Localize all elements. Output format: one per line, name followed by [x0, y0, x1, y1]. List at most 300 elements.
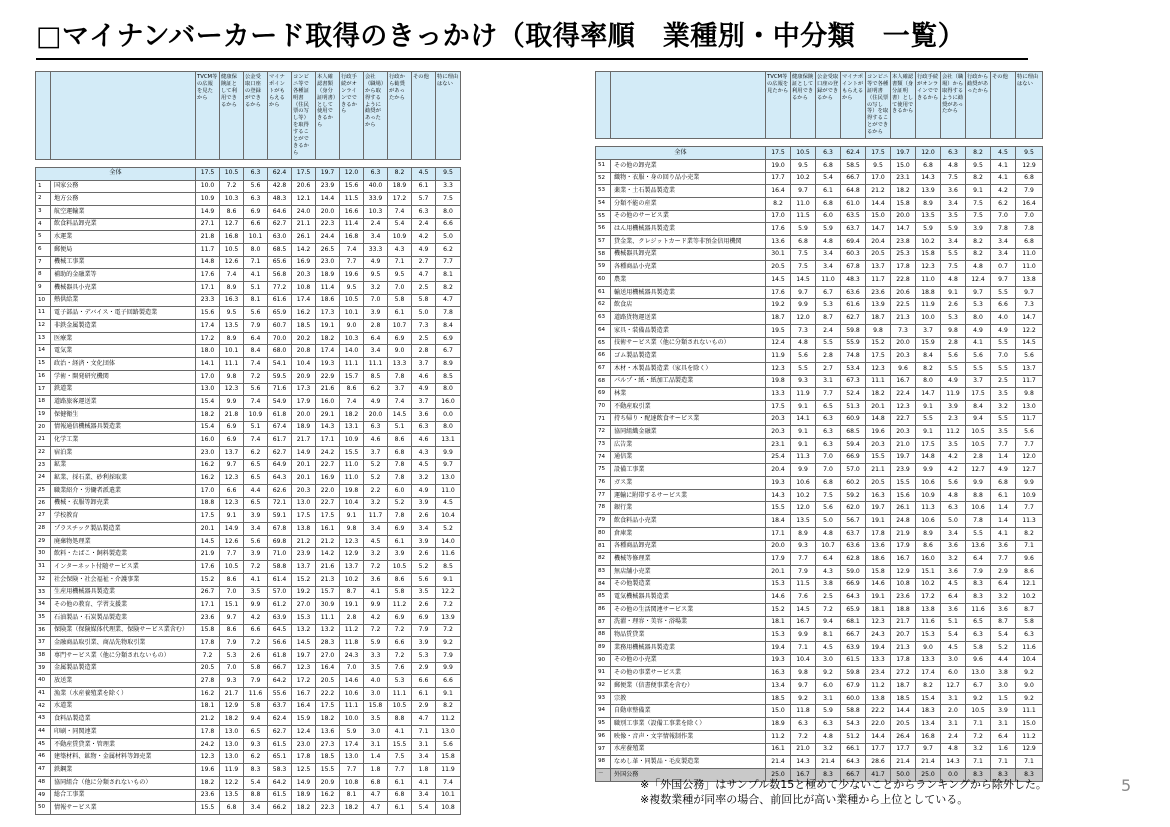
industry-name: 電気機械器具製造業: [611, 591, 766, 604]
rate-value: 3.4: [412, 789, 436, 802]
rate-value: 20.5: [196, 662, 220, 675]
rate-value: 6.3: [791, 718, 816, 731]
rate-value: 21.4: [891, 756, 916, 769]
rate-value: 55.6: [268, 688, 292, 701]
rate-value: 3.9: [412, 535, 436, 548]
rate-value: 18.5: [891, 692, 916, 705]
rate-value: 10.9: [1016, 489, 1043, 502]
rate-value: 13.9: [916, 185, 941, 198]
rate-value: 10.5: [966, 705, 991, 718]
rate-value: 3.0: [364, 688, 388, 701]
rate-value: 5.3: [412, 649, 436, 662]
rate-value: 3.2: [941, 553, 966, 566]
rate-value: 17.0: [196, 485, 220, 498]
rate-value: 3.2: [364, 282, 388, 295]
table-row: [36, 726, 461, 739]
rate-value: 13.7: [292, 561, 316, 574]
rank-number: 8: [36, 269, 51, 282]
rate-value: 4.5: [412, 459, 436, 472]
rate-value: 7.3: [1016, 299, 1043, 312]
rate-value: 3.4: [364, 523, 388, 536]
industry-name: 協同組合（他に分類されないもの）: [51, 776, 196, 789]
rate-value: 16.8: [916, 730, 941, 743]
rate-value: 7.2: [966, 730, 991, 743]
rate-value: 3.0: [816, 654, 841, 667]
rate-value: 26.1: [891, 502, 916, 515]
rate-value: 7.3: [891, 324, 916, 337]
rate-value: 10.5: [966, 439, 991, 452]
table-row: [36, 649, 461, 662]
rate-value: 19.3: [316, 358, 340, 371]
rate-value: 12.4: [966, 274, 991, 287]
rate-value: 11.7: [364, 510, 388, 523]
table-row: [596, 286, 1043, 299]
rate-value: 10.2: [916, 578, 941, 591]
rate-value: 24.0: [292, 205, 316, 218]
rank-number: 70: [596, 400, 611, 413]
rate-value: 23.8: [891, 236, 916, 249]
rate-value: 58.8: [268, 561, 292, 574]
industry-name: 鉄道業: [51, 383, 196, 396]
table-row: [596, 540, 1043, 553]
rate-value: 3.6: [941, 565, 966, 578]
rate-value: 13.4: [916, 718, 941, 731]
total-row: [36, 167, 461, 180]
table-row: [596, 159, 1043, 172]
rate-value: 5.8: [412, 294, 436, 307]
rate-value: 24.2: [316, 446, 340, 459]
rate-value: 8.2: [436, 282, 461, 295]
rate-value: 13.0: [220, 751, 244, 764]
rate-value: 4.4: [991, 654, 1016, 667]
rate-value: 6.3: [816, 413, 841, 426]
column-header: 健康保険証として利用できるから: [220, 72, 244, 160]
rate-value: 1.8: [364, 764, 388, 777]
rate-value: 3.4: [244, 802, 268, 815]
rate-value: 3.9: [966, 223, 991, 236]
rank-number: 16: [36, 370, 51, 383]
rate-value: 13.1: [340, 421, 364, 434]
rate-value: 14.7: [916, 388, 941, 401]
rate-value: 9.9: [1016, 477, 1043, 490]
rate-value: 4.7: [412, 269, 436, 282]
column-header: 特に理由はない: [1016, 72, 1043, 139]
rate-value: 3.9: [412, 637, 436, 650]
table-row: [36, 408, 461, 421]
rate-value: 15.7: [340, 370, 364, 383]
rate-value: 8.9: [916, 527, 941, 540]
spacer-cell: [364, 159, 388, 167]
rate-value: 9.9: [436, 662, 461, 675]
rate-value: 71.6: [268, 383, 292, 396]
rate-value: 12.3: [866, 616, 891, 629]
rate-value: 17.7: [866, 743, 891, 756]
industry-name: 通信業: [611, 451, 766, 464]
rate-value: 2.9: [412, 700, 436, 713]
rate-value: 9.6: [966, 654, 991, 667]
rate-value: 6.9: [220, 434, 244, 447]
rate-value: 7.5: [388, 751, 412, 764]
rate-value: 10.8: [436, 802, 461, 815]
table-row: [596, 375, 1043, 388]
rate-value: 17.2: [196, 332, 220, 345]
rate-value: 10.1: [220, 345, 244, 358]
rate-value: 8.3: [966, 591, 991, 604]
rate-value: 5.6: [244, 383, 268, 396]
rate-value: 8.6: [388, 573, 412, 586]
rate-value: 5.8: [388, 586, 412, 599]
rate-value: 6.8: [388, 446, 412, 459]
title-underline: [36, 58, 1028, 60]
rate-value: 9.7: [791, 680, 816, 693]
rate-value: 18.2: [340, 408, 364, 421]
rank-number: 33: [36, 586, 51, 599]
rate-value: 3.1: [816, 692, 841, 705]
rate-value: 5.6: [791, 350, 816, 363]
industry-name: 飲食店: [611, 299, 766, 312]
column-header: 本人確認書類（身分証明書）として使用できるから: [316, 72, 340, 160]
rate-value: 12.6: [220, 535, 244, 548]
rate-value: 3.5: [364, 662, 388, 675]
rate-value: 14.7: [866, 223, 891, 236]
rate-value: 23.1: [766, 439, 791, 452]
industry-name: 機械器具卸売業: [611, 248, 766, 261]
rate-value: 23.6: [866, 286, 891, 299]
rate-value: 6.4: [966, 553, 991, 566]
industry-name: 機械・衣服等卸売業: [51, 497, 196, 510]
rank-number: 98: [596, 756, 611, 769]
rate-value: 20.3: [866, 439, 891, 452]
rate-value: 3.6: [941, 185, 966, 198]
rate-value: 15.4: [916, 692, 941, 705]
rate-value: 23.6: [196, 789, 220, 802]
rate-value: 13.7: [220, 446, 244, 459]
rate-value: 7.2: [196, 649, 220, 662]
rate-value: 17.5: [866, 350, 891, 363]
rate-value: 18.5: [292, 320, 316, 333]
rate-value: 14.3: [316, 421, 340, 434]
rank-number: 75: [596, 464, 611, 477]
rate-value: 3.8: [816, 578, 841, 591]
rate-value: 17.6: [196, 561, 220, 574]
rate-value: 15.0: [766, 705, 791, 718]
rate-value: 12.5: [292, 764, 316, 777]
rate-value: 9.2: [1016, 667, 1043, 680]
table-row: [596, 654, 1043, 667]
rate-value: 7.5: [966, 197, 991, 210]
rate-value: 7.5: [791, 248, 816, 261]
rate-value: 27.0: [292, 599, 316, 612]
rate-value: 10.4: [340, 497, 364, 510]
rate-value: 15.8: [916, 248, 941, 261]
rank-number: 66: [596, 350, 611, 363]
industry-name: 廃棄物処理業: [51, 535, 196, 548]
rate-value: 22.9: [316, 370, 340, 383]
table-row: [36, 256, 461, 269]
rate-value: 3.3: [436, 180, 461, 193]
rate-value: 2.8: [412, 345, 436, 358]
rate-value: 15.2: [766, 603, 791, 616]
industry-name: 放送業: [51, 675, 196, 688]
rate-value: 16.0: [916, 553, 941, 566]
rate-value: 4.8: [941, 489, 966, 502]
rank-number: 41: [36, 688, 51, 701]
column-header-row: [36, 72, 461, 160]
table-row: [36, 662, 461, 675]
rate-value: 5.3: [220, 649, 244, 662]
rate-value: 8.4: [916, 350, 941, 363]
table-row: [36, 573, 461, 586]
rate-value: 59.8: [841, 324, 866, 337]
rate-value: 15.5: [388, 738, 412, 751]
rate-value: 6.9: [388, 523, 412, 536]
rate-value: 12.0: [791, 312, 816, 325]
rank-number: 96: [596, 730, 611, 743]
rank-number: 37: [36, 637, 51, 650]
rate-value: 17.5: [316, 510, 340, 523]
rate-value: 27.0: [316, 649, 340, 662]
rate-value: 8.5: [364, 370, 388, 383]
rate-value: 21.2: [866, 185, 891, 198]
rate-value: 3.9: [364, 307, 388, 320]
industry-name: その他のサービス業: [611, 210, 766, 223]
rate-value: 41.7: [866, 768, 891, 781]
rank-number: 74: [596, 451, 611, 464]
rate-value: 5.5: [941, 362, 966, 375]
rate-value: 3.5: [991, 426, 1016, 439]
rate-value: 12.3: [340, 535, 364, 548]
rate-value: 3.6: [941, 603, 966, 616]
industry-name: 映像・音声・文字情報制作業: [611, 730, 766, 743]
rate-value: 19.2: [292, 586, 316, 599]
rate-value: 6.3: [412, 421, 436, 434]
rate-value: 3.5: [991, 388, 1016, 401]
rank-number: 12: [36, 320, 51, 333]
rate-value: 13.0: [340, 751, 364, 764]
rate-value: 9.5: [364, 269, 388, 282]
table-row: [596, 185, 1043, 198]
rate-value: 10.6: [916, 477, 941, 490]
rank-number: 56: [596, 223, 611, 236]
spacer-cell: [220, 159, 244, 167]
rate-value: 4.5: [941, 642, 966, 655]
rate-value: 7.3: [412, 320, 436, 333]
rate-value: 14.0: [340, 345, 364, 358]
rate-value: 8.6: [340, 383, 364, 396]
rate-value: 61.6: [268, 294, 292, 307]
rate-value: 21.2: [316, 535, 340, 548]
rate-value: 61.2: [268, 599, 292, 612]
rate-value: 17.4: [916, 667, 941, 680]
rate-value: 16.2: [196, 472, 220, 485]
rate-value: 10.2: [340, 573, 364, 586]
rate-value: 3.2: [991, 591, 1016, 604]
table-row: [36, 282, 461, 295]
rate-value: 15.4: [196, 396, 220, 409]
rate-value: 7.7: [388, 764, 412, 777]
industry-name: 設備工事業: [611, 464, 766, 477]
rate-value: 61.4: [268, 573, 292, 586]
rank-number: 39: [36, 662, 51, 675]
rate-value: 10.8: [340, 776, 364, 789]
rank-number: 77: [596, 489, 611, 502]
rate-value: 23.6: [196, 611, 220, 624]
rate-value: 6.1: [388, 802, 412, 815]
rate-value: 18.2: [340, 802, 364, 815]
rate-value: 3.9: [941, 400, 966, 413]
rate-value: 6.4: [991, 730, 1016, 743]
rate-value: 14.7: [891, 223, 916, 236]
rate-value: 6.8: [816, 197, 841, 210]
rate-value: 13.0: [196, 383, 220, 396]
rate-value: 16.4: [1016, 197, 1043, 210]
rate-value: 20.3: [766, 413, 791, 426]
rate-value: 3.5: [941, 210, 966, 223]
rate-value: 7.5: [816, 489, 841, 502]
rate-value: 7.0: [340, 662, 364, 675]
rate-value: 54.9: [268, 396, 292, 409]
rate-value: 14.6: [866, 578, 891, 591]
rate-value: 3.9: [412, 497, 436, 510]
rate-value: 5.1: [941, 616, 966, 629]
rate-value: 6.8: [1016, 236, 1043, 249]
rate-value: 6.6: [220, 485, 244, 498]
rate-value: 16.8: [340, 231, 364, 244]
rate-value: 65.9: [268, 307, 292, 320]
rate-value: 21.4: [816, 756, 841, 769]
rate-value: 7.0: [220, 662, 244, 675]
rate-value: 5.5: [916, 413, 941, 426]
rate-value: 12.9: [891, 565, 916, 578]
rank-number: 73: [596, 439, 611, 452]
rank-number: 86: [596, 603, 611, 616]
spacer-cell: [916, 138, 941, 146]
rate-value: 8.6: [220, 624, 244, 637]
rate-value: 18.5: [316, 751, 340, 764]
spacer-cell: [841, 138, 866, 146]
rate-value: 16.7: [791, 616, 816, 629]
rate-value: 6.2: [244, 446, 268, 459]
industry-name: 機械器具小売業: [51, 282, 196, 295]
rate-value: 3.4: [412, 523, 436, 536]
rate-value: 2.6: [244, 649, 268, 662]
rate-value: 62.0: [841, 502, 866, 515]
rate-value: 10.4: [436, 510, 461, 523]
industry-name: プラスチック製品製造業: [51, 523, 196, 536]
rate-value: 24.4: [316, 231, 340, 244]
table-row: [36, 510, 461, 523]
rate-value: 7.4: [340, 243, 364, 256]
rate-value: 4.7: [412, 713, 436, 726]
industry-name: 宿泊業: [51, 446, 196, 459]
rate-value: 11.2: [941, 426, 966, 439]
spacer-row: [596, 138, 1043, 146]
rate-value: 15.6: [340, 180, 364, 193]
rate-value: 5.9: [816, 223, 841, 236]
rate-value: 17.5: [766, 400, 791, 413]
rate-value: 8.7: [340, 586, 364, 599]
rate-value: 4.2: [991, 185, 1016, 198]
rank-number: 63: [596, 312, 611, 325]
rate-value: 6.6: [436, 675, 461, 688]
rank-number: 68: [596, 375, 611, 388]
rate-value: 23.0: [316, 256, 340, 269]
rate-value: 22.8: [891, 274, 916, 287]
rate-value: 14.5: [791, 274, 816, 287]
rate-value: 12.3: [866, 362, 891, 375]
rate-value: 5.0: [436, 231, 461, 244]
rank-number: 84: [596, 578, 611, 591]
rate-value: 6.9: [436, 332, 461, 345]
rank-number: 2: [36, 193, 51, 206]
rate-value: 13.7: [866, 261, 891, 274]
rate-value: 12.3: [292, 662, 316, 675]
rate-value: 21.7: [220, 688, 244, 701]
rate-value: 18.2: [220, 713, 244, 726]
rate-value: 22.2: [316, 688, 340, 701]
table-row: [596, 680, 1043, 693]
rate-value: 6.8: [816, 159, 841, 172]
rank-number: 94: [596, 705, 611, 718]
rate-value: 5.8: [244, 700, 268, 713]
table-row: [596, 274, 1043, 287]
ranking-table-left: [35, 71, 461, 815]
rate-value: 15.5: [766, 502, 791, 515]
rate-value: 5.5: [791, 362, 816, 375]
industry-name: 総合工事業: [51, 789, 196, 802]
table-row: [596, 756, 1043, 769]
table-row: [596, 210, 1043, 223]
rate-value: 6.9: [388, 611, 412, 624]
rank-number: 4: [36, 218, 51, 231]
rate-value: 4.9: [412, 243, 436, 256]
rate-value: 63.9: [268, 611, 292, 624]
rank-number: 92: [596, 680, 611, 693]
table-row: [596, 718, 1043, 731]
table-row: [36, 358, 461, 371]
rate-value: 66.7: [841, 768, 866, 781]
rate-value: 18.1: [196, 700, 220, 713]
rank-number: 7: [36, 256, 51, 269]
rate-value: 20.5: [866, 477, 891, 490]
rate-value: 3.0: [991, 680, 1016, 693]
rate-value: 10.1: [436, 789, 461, 802]
spacer-cell: [816, 138, 841, 146]
rate-value: 20.3: [292, 269, 316, 282]
rank-number: 85: [596, 591, 611, 604]
total-value: 4.5: [991, 146, 1016, 159]
rate-value: 66.7: [841, 629, 866, 642]
column-header: その他: [412, 72, 436, 160]
table-row: [596, 667, 1043, 680]
rate-value: 20.3: [891, 350, 916, 363]
rate-value: 4.1: [364, 586, 388, 599]
industry-name: 印刷・同関連業: [51, 726, 196, 739]
rate-value: 77.2: [268, 282, 292, 295]
rate-value: 9.5: [340, 282, 364, 295]
rate-value: 14.2: [292, 243, 316, 256]
rate-value: 15.3: [292, 611, 316, 624]
rate-value: 13.2: [292, 624, 316, 637]
rank-number: 18: [36, 396, 51, 409]
table-row: [36, 396, 461, 409]
rate-value: 10.7: [388, 320, 412, 333]
rate-value: 3.9: [244, 548, 268, 561]
rate-value: 19.3: [766, 477, 791, 490]
rate-value: 62.7: [268, 218, 292, 231]
rate-value: 18.6: [316, 294, 340, 307]
footnotes: [640, 777, 1047, 807]
